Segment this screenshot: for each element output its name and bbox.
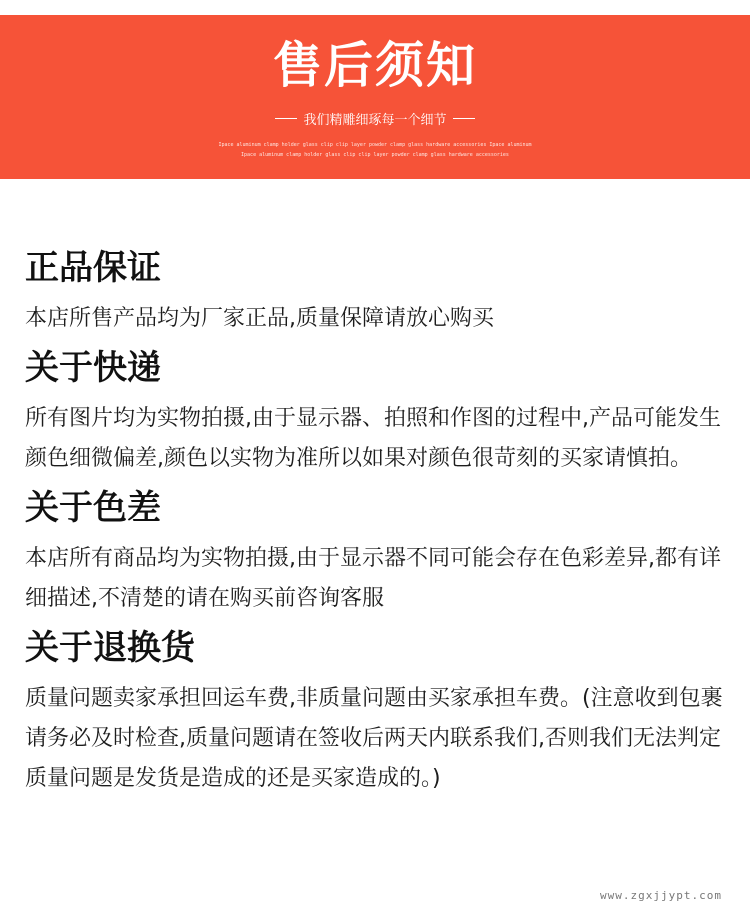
section-title: 关于退换货 xyxy=(25,628,195,668)
banner-subtitle-row xyxy=(0,109,750,127)
notice-content xyxy=(25,243,730,803)
left-dash-decoration xyxy=(275,118,297,119)
section-genuine-guarantee xyxy=(25,243,730,339)
section-about-delivery xyxy=(25,343,730,479)
section-title: 正品保证 xyxy=(25,248,161,288)
section-body: 质量问题卖家承担回运车费,非质量问题由买家承担车费。(注意收到包裹请务必及时检查,质量问题请在签收后两天内联系我们,否则我们无法判定质量问题是发货是造成的还是买家造成的。) xyxy=(25,686,723,791)
header-banner xyxy=(0,15,750,179)
section-title: 关于色差 xyxy=(25,488,161,528)
section-title: 关于快递 xyxy=(25,348,161,388)
banner-subtitle: 我们精雕细琢每一个细节 xyxy=(303,112,447,128)
site-watermark: www.zgxjjypt.com xyxy=(600,889,722,902)
section-about-color-difference xyxy=(25,483,730,619)
right-dash-decoration xyxy=(453,118,475,119)
banner-tiny-text-1: Ipace aluminum clamp holder glass clip clip layer powder clamp glass hardware accessories Ipace aluminum xyxy=(218,142,532,148)
banner-title: 售后须知 xyxy=(272,37,477,94)
section-body: 所有图片均为实物拍摄,由于显示器、拍照和作图的过程中,产品可能发生颜色细微偏差,颜色以实物为准所以如果对颜色很苛刻的买家请慎拍。 xyxy=(25,406,721,471)
section-body: 本店所售产品均为厂家正品,质量保障请放心购买 xyxy=(25,306,494,331)
section-about-returns xyxy=(25,623,730,799)
banner-tiny-text-2: Ipace aluminum clamp holder glass clip clip layer powder clamp glass hardware accessories xyxy=(241,152,509,158)
section-body: 本店所有商品均为实物拍摄,由于显示器不同可能会存在色彩差异,都有详细描述,不清楚的请在购买前咨询客服 xyxy=(25,546,721,611)
